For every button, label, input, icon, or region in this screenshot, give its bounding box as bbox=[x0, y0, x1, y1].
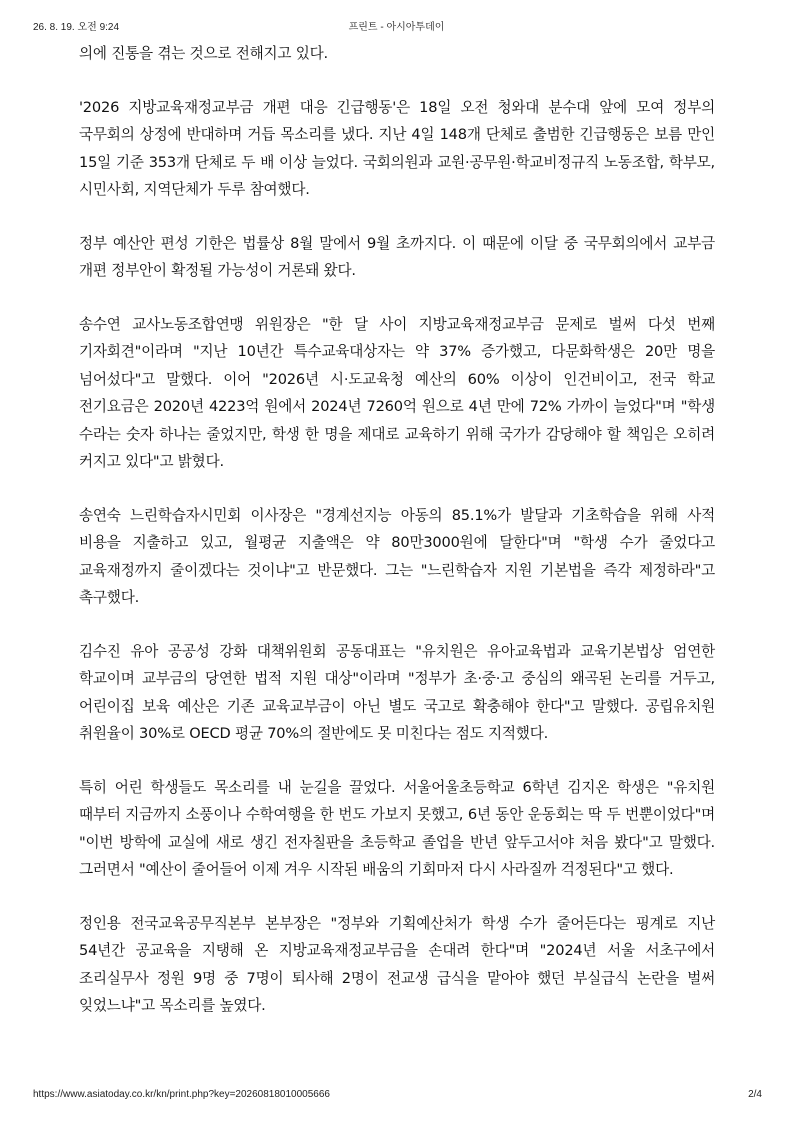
paragraph: 정부 예산안 편성 기한은 법률상 8월 말에서 9월 초까지다. 이 때문에 이달 중 국무회의에서 교부금 개편 정부안이 확정될 가능성이 거론돼 왔다. bbox=[79, 234, 715, 279]
print-footer bbox=[0, 1089, 793, 1109]
paragraph: '2026 지방교육재정교부금 개편 대응 긴급행동'은 18일 오전 청와대 분수대 앞에 모여 정부의 국무회의 상정에 반대하며 거듭 목소리를 냈다. 지난 4일 148개 단체로 출범한 긴급행동은 보름 만인 15일 기준 353개 단체로 두 배 이상 늘었다. 국회의원과 교원·공무원·학교비정규직 노동조합, 학부모, 시민사회, 지역단체가 두루 참여했다. bbox=[79, 98, 715, 198]
page-number: 2/4 bbox=[748, 1089, 762, 1100]
paragraph: 정인용 전국교육공무직본부 본부장은 "정부와 기획예산처가 학생 수가 줄어든다는 핑계로 지난 54년간 공교육을 지탱해 온 지방교육재정교부금을 손대려 한다"며 "2024년 서울 서초구에서 조리실무사 정원 9명 중 7명이 퇴사해 2명이 전교생 급식을 맡아야 했던 부실급식 논란을 벌써 잊었느냐"고 목소리를 높였다. bbox=[79, 914, 715, 1014]
source-url[interactable]: https://www.asiatoday.co.kr/kn/print.php?key=20260818010005666 bbox=[33, 1089, 330, 1100]
article-body bbox=[79, 40, 715, 1046]
print-page-title: 프린트 - 아시아투데이 bbox=[348, 22, 445, 33]
paragraph: 송연숙 느린학습자시민회 이사장은 "경계선지능 아동의 85.1%가 발달과 기초학습을 위해 사적 비용을 지출하고 있고, 월평균 지출액은 약 80만3000원에 달한다"며 "학생 수가 줄었다고 교육재정까지 줄이겠다는 것이냐"고 반문했다. 그는 "느린학습자 지원 기본법을 즉각 제정하라"고 촉구했다. bbox=[79, 506, 715, 606]
paragraph: 특히 어린 학생들도 목소리를 내 눈길을 끌었다. 서울어울초등학교 6학년 김지온 학생은 "유치원 때부터 지금까지 소풍이나 수학여행을 한 번도 가보지 못했고, 6년 동안 운동회는 딱 두 번뿐이었다"며 "이번 방학에 교실에 새로 생긴 전자칠판을 초등학교 졸업을 반년 앞두고서야 처음 봤다"고 말했다. 그러면서 "예산이 줄어들어 이제 겨우 시작된 배움의 기회마저 다시 사라질까 걱정된다"고 했다. bbox=[79, 778, 715, 878]
paragraph: 김수진 유아 공공성 강화 대책위원회 공동대표는 "유치원은 유아교육법과 교육기본법상 엄연한 학교이며 교부금의 당연한 법적 지원 대상"이라며 "정부가 초·중·고 중심의 왜곡된 논리를 거두고, 어린이집 보육 예산은 기존 교육교부금이 아닌 별도 국고로 확충해야 한다"고 말했다. 공립유치원 취원율이 30%로 OECD 평균 70%의 절반에도 못 미친다는 점도 지적했다. bbox=[79, 642, 715, 742]
paragraph: 송수연 교사노동조합연맹 위원장은 "한 달 사이 지방교육재정교부금 문제로 벌써 다섯 번째 기자회견"이라며 "지난 10년간 특수교육대상자는 약 37% 증가했고, 다문화학생은 20만 명을 넘어섰다"고 말했다. 이어 "2026년 시·도교육청 예산의 60% 이상이 인건비이고, 전국 학교 전기요금은 2020년 4223억 원에서 2024년 7260억 원으로 4년 만에 72% 가까이 늘었다"며 "학생 수라는 숫자 하나는 줄었지만, 학생 한 명을 제대로 교육하기 위해 국가가 감당해야 할 책임은 오히려 커지고 있다"고 밝혔다. bbox=[79, 315, 715, 470]
print-timestamp: 26. 8. 19. 오전 9:24 bbox=[33, 22, 120, 33]
paragraph: 의에 진통을 겪는 것으로 전해지고 있다. bbox=[79, 45, 328, 62]
print-header bbox=[0, 18, 793, 38]
